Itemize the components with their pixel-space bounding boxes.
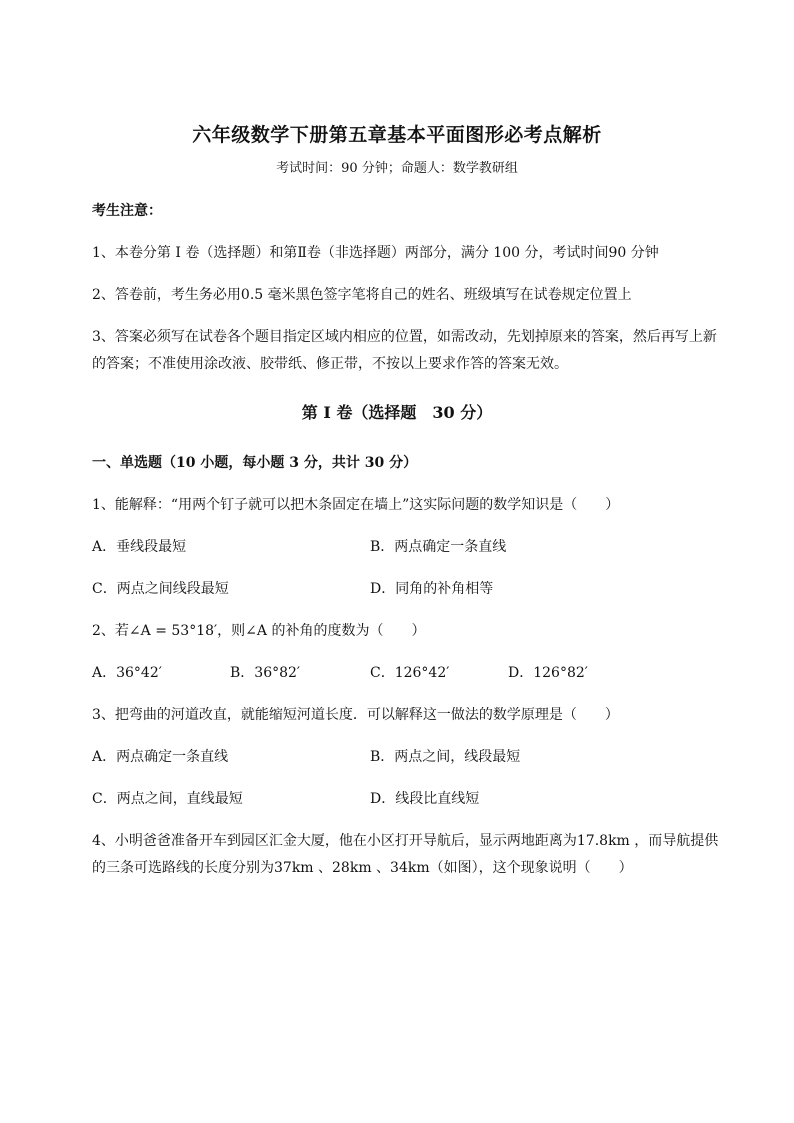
exam-info: 考试时间：90 分钟；命题人：数学教研组 [276, 161, 518, 176]
notice-item: 3、答案必须写在试卷各个题目指定区域内相应的位置，如需改动，先划掉原来的答案，然后再写上新 [92, 329, 717, 345]
option-b: B．两点之间，线段最短 [370, 749, 521, 765]
question-stem: 2、若∠A = 53°18′，则∠A 的补角的度数为（ ） [92, 623, 426, 639]
option-a: A．36°42′ [92, 665, 162, 681]
notice-item: 的答案；不准使用涂改液、胶带纸、修正带，不按以上要求作答的答案无效。 [92, 356, 568, 372]
page-title: 六年级数学下册第五章基本平面图形必考点解析 [192, 124, 602, 146]
option-d: D．126°82′ [508, 665, 588, 681]
part-heading: 一、单选题（10 小题，每小题 3 分，共计 30 分） [92, 455, 418, 471]
option-a: A．两点确定一条直线 [92, 749, 229, 765]
question-stem: 的三条可选路线的长度分别为37km 、28km 、34km（如图），这个现象说明（ ） [92, 860, 633, 876]
option-d: D．线段比直线短 [370, 791, 480, 807]
option-b: B．36°82′ [230, 665, 301, 681]
option-a: A．垂线段最短 [92, 539, 187, 555]
question-stem: 3、把弯曲的河道改直，就能缩短河道长度．可以解释这一做法的数学原理是（ ） [92, 707, 619, 723]
section-title: 第 I 卷（选择题 30 分） [301, 403, 493, 422]
notice-item: 1、本卷分第 I 卷（选择题）和第Ⅱ卷（非选择题）两部分，满分 100 分，考试时间90 分钟 [92, 245, 659, 261]
option-c: C．两点之间线段最短 [92, 581, 229, 597]
question-stem: 4、小明爸爸准备开车到园区汇金大厦，他在小区打开导航后，显示两地距离为17.8km ，而导航提供 [92, 833, 719, 849]
option-c: C．126°42′ [370, 665, 450, 681]
notice-item: 2、答卷前，考生务必用0.5 毫米黑色签字笔将自己的姓名、班级填写在试卷规定位置上 [92, 287, 632, 303]
option-d: D．同角的补角相等 [370, 581, 494, 597]
option-b: B．两点确定一条直线 [370, 539, 507, 555]
notice-heading: 考生注意： [92, 203, 162, 219]
question-stem: 1、能解释：“用两个钉子就可以把木条固定在墙上”这实际问题的数学知识是（ ） [92, 497, 620, 513]
option-c: C．两点之间，直线最短 [92, 791, 243, 807]
